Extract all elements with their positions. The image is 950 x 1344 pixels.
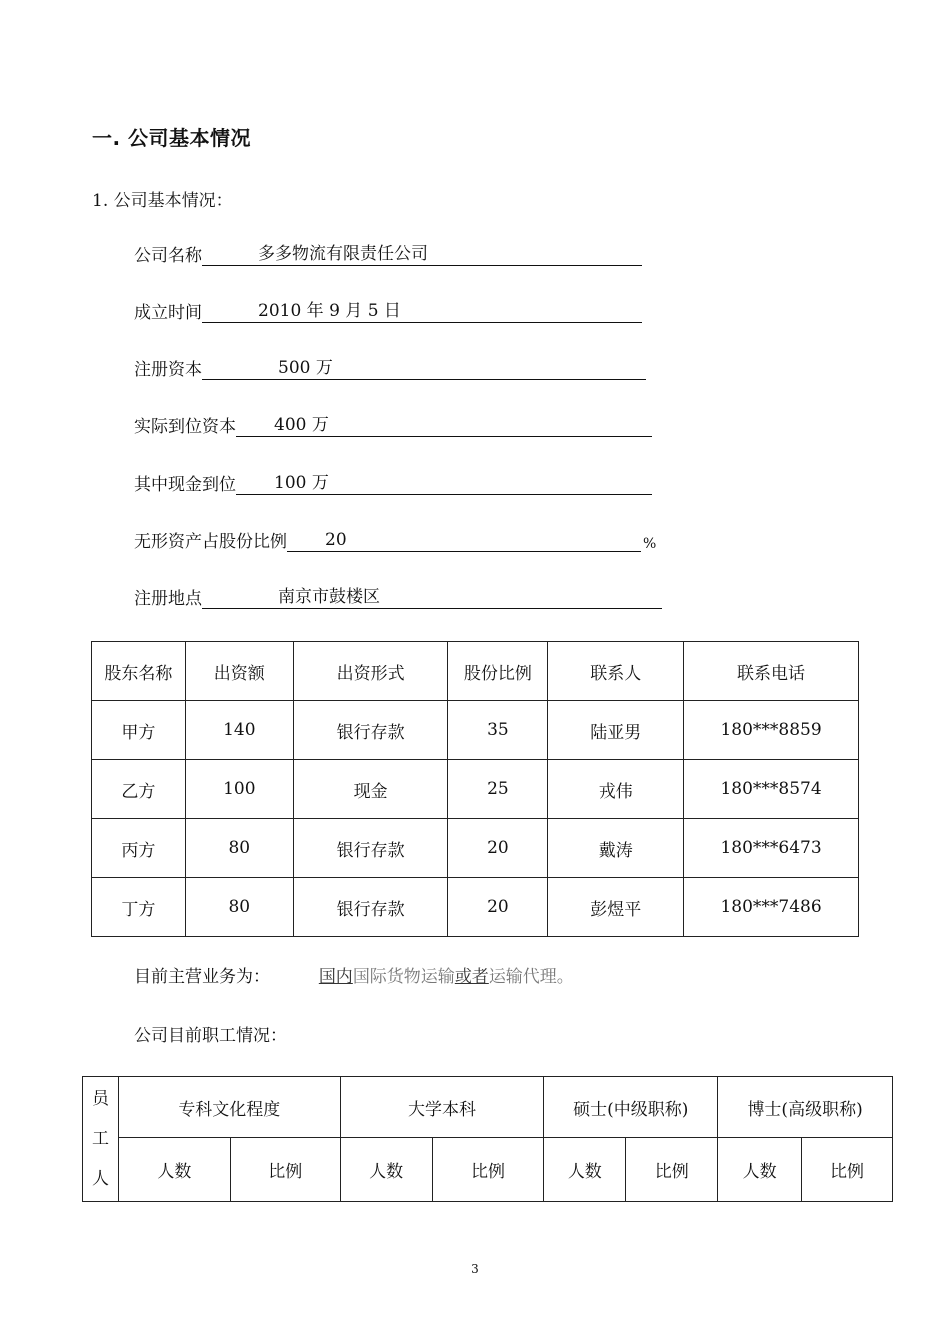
field-value: 多多物流有限责任公司 xyxy=(258,244,428,264)
sub-header-ratio: 比例 xyxy=(432,1138,544,1202)
field-label: 实际到位资本 xyxy=(134,417,236,437)
table-row xyxy=(92,819,859,878)
cell-contact-phone: 180***6473 xyxy=(684,819,859,878)
cell-contact-person: 戎伟 xyxy=(548,760,684,819)
sub-header-count: 人数 xyxy=(544,1138,626,1202)
field-label: 注册资本 xyxy=(134,360,202,380)
table-row xyxy=(92,878,859,937)
header-share-ratio: 股份比例 xyxy=(448,642,548,701)
staff-label-char: 人 xyxy=(91,1169,109,1189)
sub-header-ratio: 比例 xyxy=(230,1138,340,1202)
cell-share-ratio: 20 xyxy=(448,819,548,878)
cell-contact-person: 陆亚男 xyxy=(548,701,684,760)
business-label: 目前主营业务为： xyxy=(134,967,270,987)
cell-capital-form: 银行存款 xyxy=(293,701,448,760)
field-underline xyxy=(202,243,642,266)
table-row xyxy=(92,760,859,819)
cell-contact-phone: 180***8574 xyxy=(684,760,859,819)
shareholder-table xyxy=(91,641,859,937)
subsection-heading: 1. 公司基本情况： xyxy=(92,191,233,211)
cell-contact-person: 彭煜平 xyxy=(548,878,684,937)
field-label: 成立时间 xyxy=(134,303,202,323)
cell-share-ratio: 35 xyxy=(448,701,548,760)
field-paid-capital xyxy=(134,411,652,437)
sub-header-count: 人数 xyxy=(340,1138,432,1202)
staff-table xyxy=(82,1076,893,1202)
field-address xyxy=(134,583,662,609)
field-value: 20 xyxy=(325,530,347,550)
cell-shareholder-name: 甲方 xyxy=(92,701,186,760)
business-text-or: 或者 xyxy=(454,967,489,987)
cell-shareholder-name: 丙方 xyxy=(92,819,186,878)
sub-header-count: 人数 xyxy=(118,1138,230,1202)
staff-title: 公司目前职工情况： xyxy=(134,1026,287,1046)
field-label: 无形资产占股份比例 xyxy=(134,532,287,552)
cell-capital-amount: 80 xyxy=(185,819,293,878)
cell-capital-amount: 100 xyxy=(185,760,293,819)
field-underline xyxy=(287,529,641,552)
sub-header-ratio: 比例 xyxy=(626,1138,718,1202)
header-capital-form: 出资形式 xyxy=(293,642,448,701)
header-contact-phone: 联系电话 xyxy=(684,642,859,701)
percent-sign: % xyxy=(643,536,657,552)
field-underline xyxy=(202,357,646,380)
cell-shareholder-name: 乙方 xyxy=(92,760,186,819)
section-heading: 一. 公司基本情况 xyxy=(92,126,252,150)
staff-row-label xyxy=(83,1077,119,1202)
group-header: 硕士(中级职称) xyxy=(544,1077,718,1138)
field-underline xyxy=(202,586,662,609)
sub-header-count: 人数 xyxy=(718,1138,802,1202)
cell-contact-phone: 180***7486 xyxy=(684,878,859,937)
staff-label-char: 工 xyxy=(91,1129,109,1149)
header-shareholder-name: 股东名称 xyxy=(92,642,186,701)
cell-capital-amount: 80 xyxy=(185,878,293,937)
field-value: 100 万 xyxy=(274,473,329,493)
field-founded xyxy=(134,297,642,323)
field-registered-capital xyxy=(134,354,646,380)
cell-shareholder-name: 丁方 xyxy=(92,878,186,937)
cell-capital-amount: 140 xyxy=(185,701,293,760)
header-contact-person: 联系人 xyxy=(548,642,684,701)
business-text-international: 国际货物运输 xyxy=(352,967,455,987)
page-number: 3 xyxy=(471,1262,479,1276)
group-header: 博士(高级职称) xyxy=(718,1077,893,1138)
field-label: 其中现金到位 xyxy=(134,475,236,495)
table-row xyxy=(92,701,859,760)
field-underline xyxy=(202,300,642,323)
business-text-domestic: 国内 xyxy=(318,967,353,987)
field-cash-paid xyxy=(134,469,652,495)
table-header-row xyxy=(92,642,859,701)
cell-capital-form: 银行存款 xyxy=(293,819,448,878)
field-underline xyxy=(236,414,652,437)
header-capital-amount: 出资额 xyxy=(185,642,293,701)
field-label: 公司名称 xyxy=(134,246,202,266)
group-header: 大学本科 xyxy=(340,1077,544,1138)
cell-capital-form: 银行存款 xyxy=(293,878,448,937)
cell-share-ratio: 20 xyxy=(448,878,548,937)
field-value: 2010 年 9 月 5 日 xyxy=(258,301,401,321)
cell-contact-person: 戴涛 xyxy=(548,819,684,878)
field-value: 南京市鼓楼区 xyxy=(278,587,380,607)
cell-share-ratio: 25 xyxy=(448,760,548,819)
field-value: 500 万 xyxy=(278,358,333,378)
business-line xyxy=(134,962,574,987)
staff-label-char: 员 xyxy=(91,1089,109,1109)
field-underline xyxy=(236,472,652,495)
field-label: 注册地点 xyxy=(134,589,202,609)
business-text-agency: 运输代理。 xyxy=(488,967,574,987)
group-header: 专科文化程度 xyxy=(118,1077,340,1138)
sub-header-ratio: 比例 xyxy=(802,1138,893,1202)
field-company-name xyxy=(134,240,642,266)
field-intangible-ratio xyxy=(134,526,656,552)
cell-contact-phone: 180***8859 xyxy=(684,701,859,760)
cell-capital-form: 现金 xyxy=(293,760,448,819)
field-value: 400 万 xyxy=(274,415,329,435)
